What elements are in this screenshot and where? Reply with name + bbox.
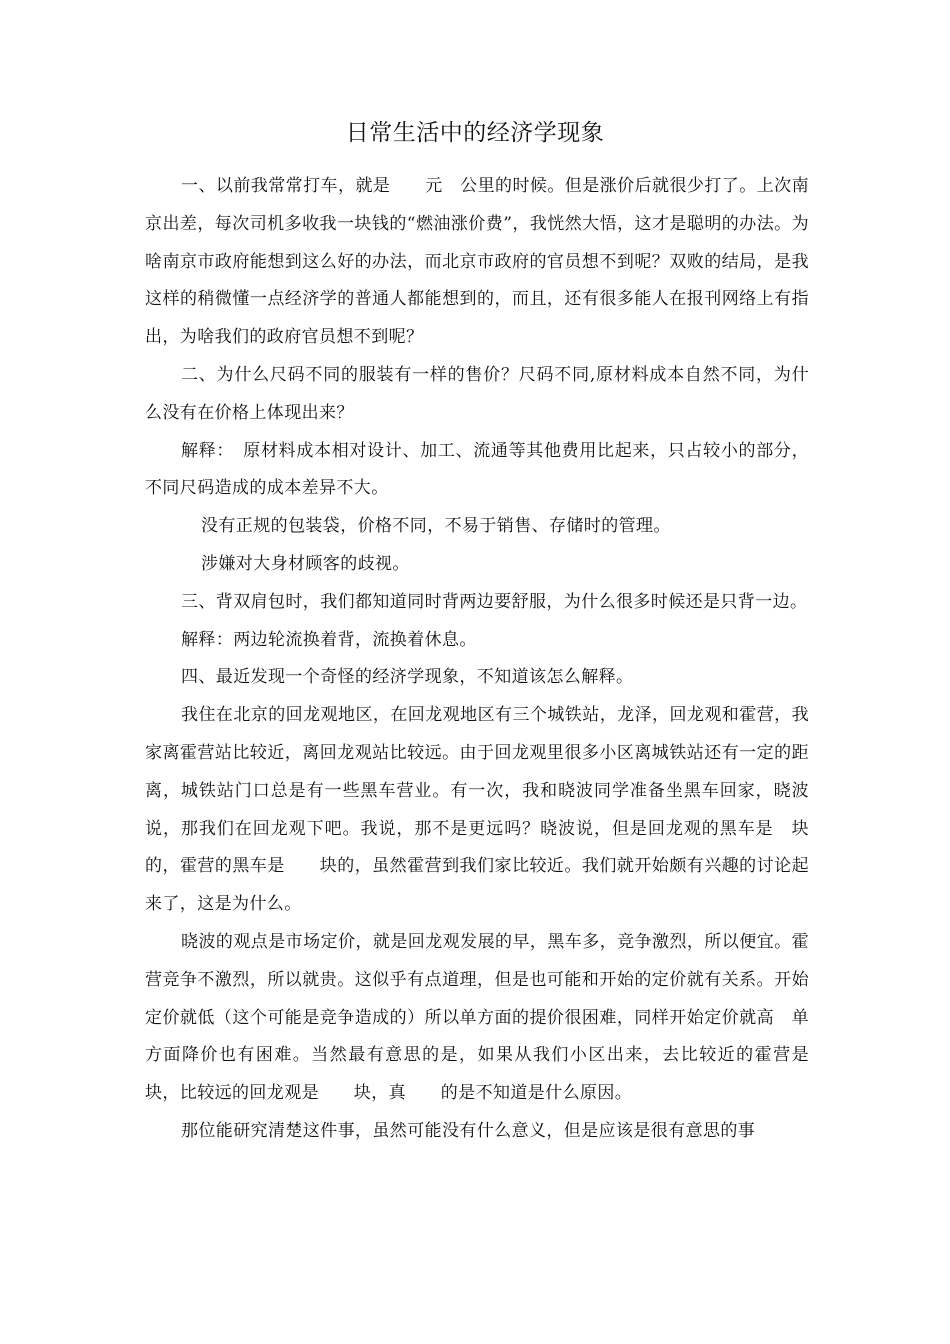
paragraph-3-explanation: 解释： 原材料成本相对设计、加工、流通等其他费用比起来，只占较小的部分，不同尺码造成的成本差异不大。 <box>145 440 809 499</box>
paragraph-2-clothing-sizes: 二、为什么尺码不同的服装有一样的售价？尺码不同,原材料成本自然不同，为什么没有在价格上体现出来？ <box>145 364 809 423</box>
paragraph-9-black-cars: 我住在北京的回龙观地区，在回龙观地区有三个城铁站，龙泽，回龙观和霍营，我家离霍营站比较近，离回龙观站比较远。由于回龙观里很多小区离城铁站还有一定的距离，城铁站门口总是有一些黑车营业。有一次，我和晓波同学准备坐黑车回家，晓波说，那我们在回龙观下吧。我说，那不是更远吗？晓波说，但是回龙观的黑车是 块的，霍营的黑车是 块的，虽然霍营到我们家比较近。我们就开始颇有兴趣的讨论起来了，这是为什么。 <box>145 705 809 915</box>
paragraph-8-strange-phenomenon: 四、最近发现一个奇怪的经济学现象，不知道该怎么解释。 <box>181 667 634 688</box>
paragraph-7-backpack-explanation: 解释：两边轮流换着背，流换着休息。 <box>181 629 477 650</box>
paragraph-4-packaging: 没有正规的包装袋，价格不同，不易于销售、存储时的管理。 <box>201 516 671 537</box>
paragraph-10-market-pricing: 晓波的观点是市场定价，就是回龙观发展的早，黑车多，竞争激烈，所以便宜。霍营竞争不激烈，所以就贵。这似乎有点道理，但是也可能和开始的定价就有关系。开始定价就低（这个可能是竞争造成的）所以单方面的提价很困难，同样开始定价就高 单方面降价也有困难。当然最有意思的是，如果从我们小区出来，去比较近的霍营是 块，比较远的回龙观是 块，真 的是不知道是什么原因。 <box>145 931 844 1104</box>
paragraph-5-discrimination: 涉嫌对大身材顾客的歧视。 <box>201 553 410 574</box>
paragraph-6-backpack: 三、背双肩包时，我们都知道同时背两边要舒服，为什么很多时候还是只背一边。 <box>181 591 808 612</box>
document-title: 日常生活中的经济学现象 <box>345 120 605 146</box>
paragraph-11-closing: 那位能研究清楚这件事，虽然可能没有什么意义，但是应该是很有意思的事 <box>181 1120 756 1141</box>
document-body <box>145 168 844 1151</box>
paragraph-1-taxi: 一、以前我常常打车，就是 元 公里的时候。但是涨价后就很少打了。上次南京出差，每次司机多收我一块钱的“燃油涨价费”，我恍然大悟，这才是聪明的办法。为啥南京市政府能想到这么好的办法，而北京市政府的官员想不到呢？双败的结局，是我这样的稍微懂一点经济学的普通人都能想到的，而且，还有很多能人在报刊网络上有指出，为啥我们的政府官员想不到呢？ <box>145 176 809 348</box>
